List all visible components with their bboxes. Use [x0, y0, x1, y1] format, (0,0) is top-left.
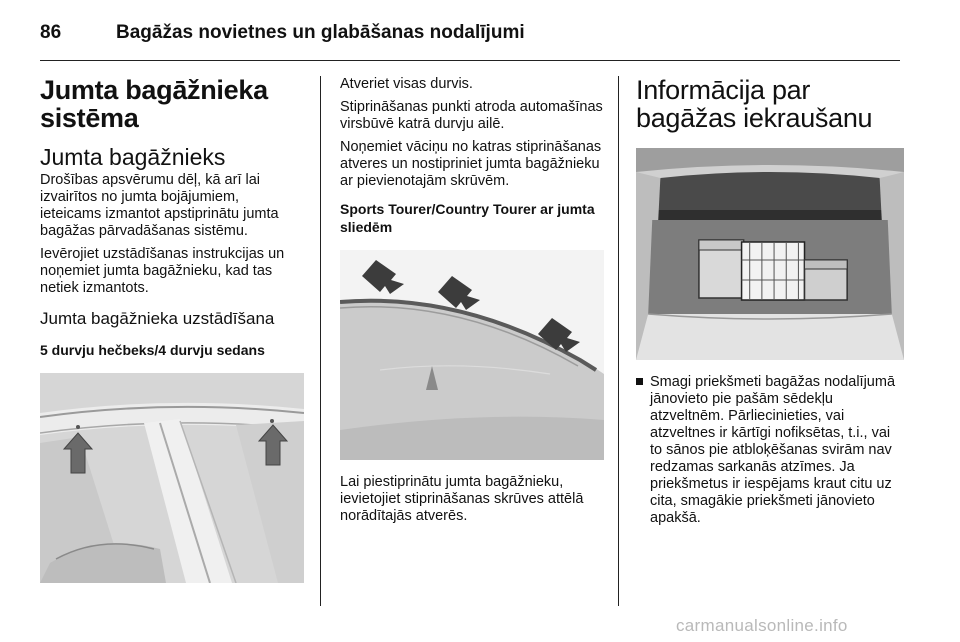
remove-caps-paragraph: Noņemiet vāciņu no katras stiprināšanas atveres un nostipriniet jumta bagāžnieku ar pievienotajām skrūvēm.	[340, 139, 602, 189]
install-title: Jumta bagāžnieka uzstādīšana	[40, 309, 275, 328]
figure-roof-mount-points-hatchback	[40, 373, 304, 583]
column-right	[636, 76, 904, 527]
watermark: carmanualsonline.info	[676, 616, 848, 635]
column-divider-left	[320, 76, 321, 606]
variant-title-hatchback-sedan: 5 durvju hečbeks/4 durvju sedans	[40, 342, 265, 358]
roof-rack-instructions-paragraph: Ievērojiet uzstādīšanas instrukcijas un noņemiet jumta bagāžnieku, kad tas netiek izmantots.	[40, 246, 285, 296]
open-doors-paragraph: Atveriet visas durvis.	[340, 76, 473, 92]
figure-trunk-loading	[636, 148, 904, 360]
header-rule	[40, 60, 900, 61]
section-title-roof-rack-system: Jumta bagāžnieka sistēma	[40, 75, 268, 133]
subsection-title-roof-rack: Jumta bagāžnieks	[40, 144, 226, 170]
roof-rack-safety-paragraph: Drošības apsvērumu dēļ, kā arī lai izvairītos no jumta bojājumiem, ieteicams izmantot apstiprinātu jumta bagāžas pārvadāšanas sistēmu.	[40, 172, 279, 239]
page-number: 86	[40, 22, 62, 43]
loading-bullet-list	[636, 374, 904, 527]
roof-door-frame-illustration	[40, 373, 304, 583]
column-middle	[340, 76, 604, 525]
loading-heavy-items-text: Smagi priekšmeti bagāžas nodalījumā jānovieto pie pašām sēdekļu atzveltnēm. Pārliecinieties, vai atzveltnes ir kārtīgi nofiksētas, t.i., vai to sānos pie atbloķēšanas svirām nav redzamas sarkanās atzīmes. Ja priekšmetus ir iespējams kraut citu uz cita, smagākie priekšmeti jānovieto apakšā.	[650, 374, 896, 526]
running-title: Bagāžas novietnes un glabāšanas nodalījumi	[116, 22, 525, 43]
column-left	[40, 76, 304, 583]
trunk-illustration	[636, 148, 904, 360]
page-header	[40, 14, 900, 48]
mount-points-paragraph: Stiprināšanas punkti atroda automašīnas virsbūvē katrā durvju ailē.	[340, 99, 603, 132]
roof-rails-illustration	[340, 250, 604, 460]
insert-bolts-paragraph: Lai piestiprinātu jumta bagāžnieku, ievietojiet stiprināšanas skrūves attēlā norādītajās atverēs.	[340, 474, 584, 524]
section-title-loading-information: Informācija par bagāžas iekraušanu	[636, 75, 873, 133]
list-item	[636, 374, 904, 527]
column-divider-right	[618, 76, 619, 606]
figure-roof-rails-sports-tourer	[340, 250, 604, 460]
square-bullet-icon	[636, 378, 643, 385]
variant-title-sports-tourer: Sports Tourer/Country Tourer ar jumta sliedēm	[340, 201, 595, 235]
